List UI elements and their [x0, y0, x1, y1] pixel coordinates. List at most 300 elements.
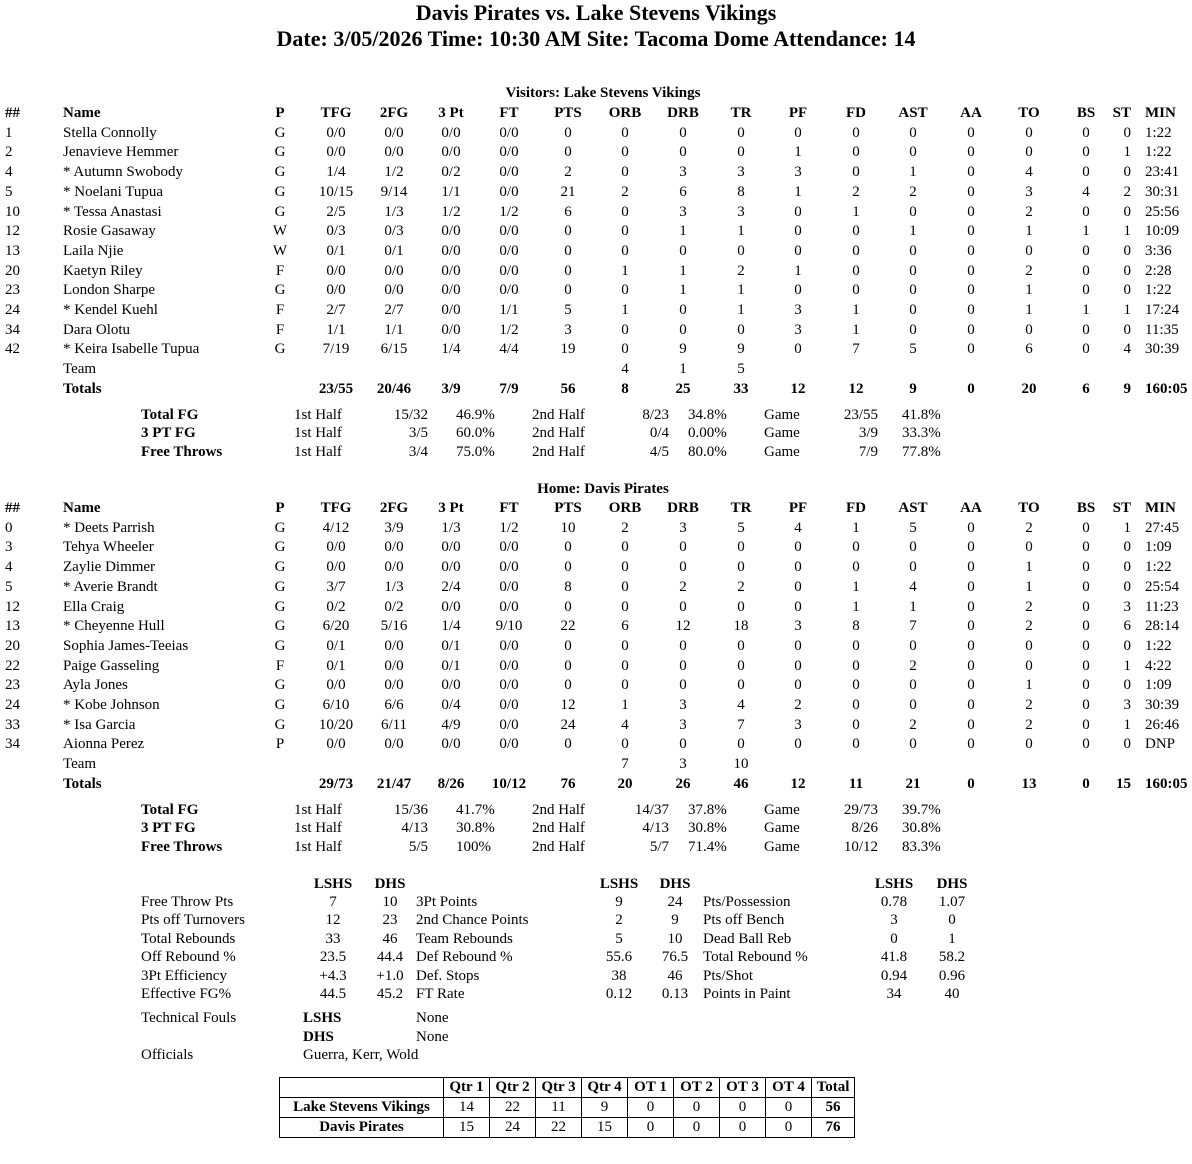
- player-bs: 0: [1082, 321, 1090, 338]
- player-2fg: 0/1: [384, 242, 404, 259]
- player-fd: 1: [852, 519, 860, 536]
- player-ast: 5: [909, 519, 917, 536]
- player-tr: 2: [737, 262, 745, 279]
- team-stat-label: FT Rate: [416, 986, 465, 1002]
- player-aa: 0: [967, 124, 975, 141]
- player-aa: 0: [967, 539, 975, 556]
- summary-game-made: 10/12: [843, 838, 878, 855]
- player-drb: 0: [679, 539, 687, 556]
- player-row: [0, 280, 1192, 300]
- summary-game-label: Game: [764, 820, 800, 837]
- player-ast: 5: [909, 341, 917, 358]
- totals-min: 160:05: [1145, 775, 1188, 792]
- player-min: 1:22: [1145, 282, 1172, 299]
- player-tr: 2: [737, 578, 745, 595]
- column-header-st: ST: [1112, 105, 1131, 121]
- totals-min: 160:05: [1145, 380, 1188, 397]
- player-pos: G: [274, 164, 286, 181]
- team-stat-label: Total Rebounds: [141, 930, 236, 947]
- player-fd: 0: [852, 144, 860, 161]
- player-orb: 2: [621, 183, 629, 200]
- player-num: 5: [5, 578, 13, 595]
- player-fd: 0: [852, 559, 860, 576]
- team-stat-row: [0, 985, 1192, 1003]
- quarter-header-cell: Qtr 4: [582, 1078, 628, 1098]
- player-fd: 0: [852, 697, 860, 713]
- player-orb: 0: [621, 144, 629, 161]
- player-st: 0: [1123, 242, 1131, 259]
- quarter-total: 56: [812, 1098, 855, 1118]
- totals-bs: 0: [1082, 775, 1090, 792]
- player-tfg: 0/1: [326, 637, 346, 654]
- column-header-bs: BS: [1076, 500, 1096, 516]
- player-2fg: 0/0: [384, 282, 404, 299]
- quarter-header-cell: Qtr 1: [444, 1078, 490, 1098]
- player-orb: 0: [621, 657, 629, 674]
- player-drb: 3: [679, 164, 687, 181]
- player-num: 42: [5, 341, 20, 358]
- summary-label: 3 PT FG: [141, 425, 196, 442]
- player-pts: 0: [564, 144, 572, 161]
- player-fd: 0: [852, 164, 860, 181]
- team-stat-row: [0, 948, 1192, 966]
- team-drb: 3: [679, 756, 687, 773]
- team-stat-value-lshs: 0.12: [605, 986, 633, 1002]
- summary-game-made: 3/9: [858, 425, 878, 442]
- player-name: Stella Connolly: [63, 124, 157, 141]
- team-stat-value-dhs: 45.2: [376, 986, 404, 1002]
- totals-ft: 7/9: [499, 380, 519, 397]
- player-3pt: 2/4: [441, 578, 461, 595]
- summary-h1-pct: 100%: [456, 838, 491, 855]
- summary-game-pct: 77.8%: [902, 443, 941, 460]
- team-stat-value-dhs: 76.5: [661, 949, 689, 966]
- player-row: [0, 202, 1192, 222]
- quarter-team-row: [280, 1098, 855, 1118]
- player-pf: 0: [794, 657, 802, 674]
- player-tr: 0: [737, 559, 745, 576]
- player-3pt: 0/0: [441, 144, 461, 161]
- player-bs: 0: [1082, 144, 1090, 161]
- player-min: 25:56: [1145, 203, 1180, 220]
- team-stat-value-lshs: 7: [329, 894, 337, 910]
- player-st: 1: [1123, 716, 1131, 733]
- quarter-score: 22: [536, 1118, 582, 1138]
- player-bs: 4: [1082, 183, 1090, 200]
- player-tr: 4: [737, 697, 745, 713]
- player-name: London Sharpe: [63, 282, 156, 299]
- player-3pt: 0/0: [441, 598, 461, 615]
- player-row: [0, 616, 1192, 636]
- team-stat-row: [0, 911, 1192, 929]
- player-bs: 0: [1082, 618, 1090, 635]
- player-tr: 9: [737, 341, 745, 358]
- column-header-to: TO: [1018, 105, 1040, 121]
- player-pf: 0: [794, 559, 802, 576]
- player-row: [0, 261, 1192, 281]
- player-to: 2: [1025, 203, 1033, 220]
- player-name: * Deets Parrish: [63, 519, 155, 536]
- team-stat-value-dhs: 0.13: [661, 986, 689, 1002]
- player-orb: 0: [621, 341, 629, 358]
- quarter-header-cell: OT 3: [720, 1078, 766, 1098]
- totals-ast: 9: [909, 380, 917, 397]
- player-fd: 0: [852, 677, 860, 694]
- player-num: 22: [5, 657, 20, 674]
- player-min: 11:35: [1145, 321, 1179, 338]
- player-aa: 0: [967, 242, 975, 259]
- player-min: 1:22: [1145, 637, 1172, 654]
- player-3pt: 0/1: [441, 637, 461, 654]
- team-stat-value-lshs: 55.6: [605, 949, 633, 966]
- quarter-score: 0: [628, 1118, 674, 1138]
- quarter-score: 24: [490, 1118, 536, 1138]
- player-pf: 3: [794, 321, 802, 338]
- player-aa: 0: [967, 183, 975, 200]
- summary-label: Free Throws: [141, 838, 223, 855]
- totals-3pt: 8/26: [437, 775, 465, 792]
- player-to: 2: [1025, 618, 1033, 635]
- player-min: 23:41: [1145, 164, 1180, 181]
- player-pos: G: [274, 637, 286, 654]
- player-bs: 0: [1082, 203, 1090, 220]
- player-pos: G: [274, 539, 286, 556]
- player-row: [0, 320, 1192, 340]
- player-ft: 0/0: [499, 242, 519, 259]
- player-ast: 2: [909, 183, 917, 200]
- team-row: [0, 359, 1192, 379]
- player-num: 24: [5, 697, 20, 713]
- summary-label: Total FG: [141, 801, 199, 818]
- player-min: 1:22: [1145, 559, 1172, 576]
- player-drb: 0: [679, 657, 687, 674]
- column-header-ast: AST: [898, 500, 928, 516]
- player-ft: 0/0: [499, 716, 519, 733]
- player-pts: 6: [564, 203, 572, 220]
- quarter-score: 0: [674, 1098, 720, 1118]
- player-num: 34: [5, 736, 20, 753]
- player-aa: 0: [967, 321, 975, 338]
- player-aa: 0: [967, 341, 975, 358]
- player-pf: 3: [794, 302, 802, 318]
- player-orb: 1: [621, 262, 629, 279]
- column-header-aa: AA: [960, 500, 982, 516]
- technical-fouls-lshs-label: LSHS: [303, 1010, 342, 1026]
- player-drb: 0: [679, 242, 687, 259]
- player-num: 4: [5, 559, 13, 576]
- player-2fg: 6/15: [380, 341, 408, 358]
- player-ast: 0: [909, 539, 917, 556]
- player-aa: 0: [967, 736, 975, 753]
- player-tr: 5: [737, 519, 745, 536]
- summary-game-pct: 30.8%: [902, 820, 941, 837]
- player-bs: 1: [1082, 302, 1090, 318]
- player-orb: 0: [621, 677, 629, 694]
- player-orb: 1: [621, 302, 629, 318]
- player-name: Kaetyn Riley: [63, 262, 143, 279]
- player-st: 2: [1123, 183, 1131, 200]
- totals-tr: 33: [733, 380, 749, 397]
- column-header-pts: PTS: [554, 105, 582, 121]
- player-bs: 0: [1082, 637, 1090, 654]
- quarter-scores-table: [279, 1077, 855, 1138]
- player-pts: 22: [560, 618, 576, 635]
- player-drb: 1: [679, 282, 687, 299]
- player-tr: 0: [737, 598, 745, 615]
- player-pts: 0: [564, 262, 572, 279]
- player-to: 0: [1025, 637, 1033, 654]
- quarter-total: 76: [812, 1118, 855, 1138]
- player-name: Tehya Wheeler: [63, 539, 154, 556]
- player-drb: 0: [679, 302, 687, 318]
- totals-pts: 56: [560, 380, 576, 397]
- home-column-header-row: [0, 498, 1192, 518]
- player-2fg: 0/0: [384, 736, 404, 753]
- shooting-summary-row: [0, 838, 1192, 856]
- player-pf: 3: [794, 618, 802, 635]
- player-pf: 0: [794, 736, 802, 753]
- column-header-pts: PTS: [554, 500, 582, 516]
- team-stat-value-lshs: 12: [325, 912, 341, 929]
- player-tr: 0: [737, 539, 745, 556]
- player-pos: G: [274, 716, 286, 733]
- team-stat-value-lshs: 34: [886, 986, 902, 1002]
- player-ast: 0: [909, 242, 917, 259]
- player-st: 0: [1123, 736, 1131, 753]
- team-stat-value-dhs: 10: [667, 930, 683, 947]
- totals-name: Totals: [63, 775, 102, 792]
- player-name: * Tessa Anastasi: [63, 203, 162, 220]
- player-min: 25:54: [1145, 578, 1180, 595]
- player-drb: 3: [679, 697, 687, 713]
- player-st: 3: [1123, 697, 1131, 713]
- player-ft: 0/0: [499, 598, 519, 615]
- player-drb: 9: [679, 341, 687, 358]
- player-tfg: 0/1: [326, 657, 346, 674]
- totals-pf: 12: [790, 775, 806, 792]
- totals-pf: 12: [790, 380, 806, 397]
- totals-2fg: 20/46: [376, 380, 412, 397]
- column-header-min: MIN: [1145, 105, 1176, 121]
- totals-orb: 20: [617, 775, 633, 792]
- player-pos: P: [275, 736, 285, 753]
- player-pts: 0: [564, 736, 572, 753]
- player-pts: 0: [564, 223, 572, 240]
- player-to: 2: [1025, 697, 1033, 713]
- player-name: Laila Njie: [63, 242, 124, 259]
- team-stat-value-dhs: 46: [382, 930, 398, 947]
- player-2fg: 0/0: [384, 539, 404, 556]
- summary-h1-pct: 60.0%: [456, 425, 495, 442]
- player-name: Aionna Perez: [63, 736, 145, 753]
- player-name: * Autumn Swobody: [63, 164, 184, 181]
- game-title: Davis Pirates vs. Lake Stevens Vikings: [415, 0, 777, 25]
- quarter-header-cell: [280, 1078, 444, 1098]
- quarter-score: 9: [582, 1098, 628, 1118]
- player-2fg: 0/2: [384, 598, 404, 615]
- player-aa: 0: [967, 519, 975, 536]
- player-orb: 0: [621, 321, 629, 338]
- player-row: [0, 123, 1192, 143]
- player-pts: 0: [564, 539, 572, 556]
- column-header-ast: AST: [898, 105, 928, 121]
- summary-game-made: 29/73: [843, 801, 878, 818]
- player-tfg: 6/20: [322, 618, 350, 635]
- shooting-summary-row: [0, 424, 1192, 442]
- column-header-name: Name: [63, 500, 101, 516]
- player-ast: 0: [909, 697, 917, 713]
- summary-label: Total FG: [141, 406, 199, 423]
- totals-st: 15: [1116, 775, 1131, 792]
- player-aa: 0: [967, 282, 975, 299]
- player-drb: 6: [679, 183, 687, 200]
- player-tr: 0: [737, 637, 745, 654]
- team-stats-header-lshs: LSHS: [313, 876, 353, 892]
- player-pts: 12: [560, 697, 576, 713]
- player-pts: 0: [564, 559, 572, 576]
- player-ft: 0/0: [499, 282, 519, 299]
- column-header-drb: DRB: [667, 105, 699, 121]
- player-to: 0: [1025, 242, 1033, 259]
- column-header-fd: FD: [846, 500, 866, 516]
- totals-st: 9: [1123, 380, 1131, 397]
- team-drb: 1: [679, 361, 687, 378]
- team-stat-label: Total Rebound %: [703, 949, 808, 966]
- player-2fg: 0/3: [384, 223, 404, 240]
- player-num: 1: [5, 124, 13, 141]
- player-row: [0, 142, 1192, 162]
- team-stat-value-lshs: 23.5: [319, 949, 347, 966]
- team-stat-label: Pts/Possession: [703, 894, 791, 910]
- player-name: Dara Olotu: [63, 321, 131, 338]
- player-pos: F: [275, 302, 285, 318]
- player-ast: 0: [909, 262, 917, 279]
- player-orb: 0: [621, 203, 629, 220]
- player-ft: 0/0: [499, 578, 519, 595]
- player-fd: 1: [852, 321, 860, 338]
- player-num: 10: [5, 203, 20, 220]
- player-fd: 1: [852, 578, 860, 595]
- player-name: * Averie Brandt: [63, 578, 158, 595]
- summary-label: Free Throws: [141, 443, 223, 460]
- player-ast: 1: [909, 164, 917, 181]
- player-name: * Isa Garcia: [63, 716, 136, 733]
- totals-pts: 76: [560, 775, 576, 792]
- player-st: 1: [1123, 223, 1131, 240]
- quarter-header-cell: Total: [812, 1078, 855, 1098]
- summary-h1-pct: 30.8%: [456, 820, 495, 837]
- column-header-fd: FD: [846, 105, 866, 121]
- player-to: 2: [1025, 716, 1033, 733]
- officials-label: Officials: [141, 1047, 194, 1063]
- totals-3pt: 3/9: [441, 380, 461, 397]
- player-drb: 0: [679, 321, 687, 338]
- summary-h2-made: 5/7: [649, 838, 669, 855]
- player-bs: 0: [1082, 124, 1090, 141]
- summary-h1-label: 1st Half: [294, 425, 342, 442]
- player-3pt: 0/0: [441, 242, 461, 259]
- player-pos: G: [274, 677, 286, 694]
- summary-h2-made: 4/5: [649, 443, 669, 460]
- player-pts: 0: [564, 657, 572, 674]
- player-min: 17:24: [1145, 302, 1180, 318]
- team-stat-value-lshs: 0: [890, 930, 898, 947]
- player-row: [0, 241, 1192, 261]
- player-orb: 0: [621, 598, 629, 615]
- player-aa: 0: [967, 578, 975, 595]
- player-row: [0, 221, 1192, 241]
- summary-game-made: 23/55: [843, 406, 878, 423]
- totals-drb: 25: [675, 380, 691, 397]
- team-stats-header-dhs: DHS: [659, 876, 691, 892]
- totals-aa: 0: [967, 775, 975, 792]
- player-aa: 0: [967, 302, 975, 318]
- player-to: 0: [1025, 321, 1033, 338]
- team-stats-header-lshs: LSHS: [874, 876, 914, 892]
- player-min: DNP: [1145, 736, 1176, 753]
- player-to: 4: [1025, 164, 1033, 181]
- player-fd: 2: [852, 183, 860, 200]
- player-st: 0: [1123, 637, 1131, 654]
- player-tfg: 10/15: [318, 183, 354, 200]
- quarter-score: 0: [720, 1118, 766, 1138]
- player-row: [0, 715, 1192, 735]
- player-tfg: 3/7: [326, 578, 346, 595]
- player-to: 1: [1025, 302, 1033, 318]
- player-to: 6: [1025, 341, 1033, 358]
- player-pf: 0: [794, 578, 802, 595]
- column-header-num: ##: [5, 500, 20, 516]
- team-stat-label: Free Throw Pts: [141, 894, 234, 910]
- player-tfg: 6/10: [322, 697, 350, 713]
- shooting-summary-row: [0, 819, 1192, 837]
- player-ft: 1/1: [499, 302, 519, 318]
- technical-fouls-lshs-value: None: [416, 1010, 449, 1026]
- player-3pt: 0/0: [441, 539, 461, 556]
- player-ft: 0/0: [499, 183, 519, 200]
- player-drb: 3: [679, 203, 687, 220]
- summary-game-label: Game: [764, 443, 800, 460]
- player-drb: 0: [679, 736, 687, 753]
- player-st: 1: [1123, 302, 1131, 318]
- player-fd: 0: [852, 539, 860, 556]
- player-to: 1: [1025, 282, 1033, 299]
- team-stat-label: Def Rebound %: [416, 949, 513, 966]
- player-tfg: 0/0: [326, 677, 346, 694]
- player-fd: 1: [852, 203, 860, 220]
- player-ast: 0: [909, 144, 917, 161]
- player-min: 1:22: [1145, 124, 1172, 141]
- player-num: 3: [5, 539, 13, 556]
- team-stat-value-dhs: 0.96: [938, 967, 966, 984]
- shooting-summary-row: [0, 801, 1192, 819]
- player-st: 0: [1123, 164, 1131, 181]
- team-stat-label: Off Rebound %: [141, 949, 236, 966]
- officials-names: Guerra, Kerr, Wold: [303, 1047, 419, 1063]
- player-aa: 0: [967, 262, 975, 279]
- team-stat-value-lshs: 2: [615, 912, 623, 929]
- player-pos: F: [275, 262, 285, 279]
- player-tr: 0: [737, 124, 745, 141]
- team-stat-value-dhs: 40: [944, 986, 960, 1002]
- player-num: 23: [5, 677, 20, 694]
- column-header-pos: P: [275, 500, 285, 516]
- player-pts: 0: [564, 242, 572, 259]
- player-name: * Keira Isabelle Tupua: [63, 341, 200, 358]
- player-ast: 4: [909, 578, 917, 595]
- player-min: 11:23: [1145, 598, 1179, 615]
- player-drb: 12: [675, 618, 691, 635]
